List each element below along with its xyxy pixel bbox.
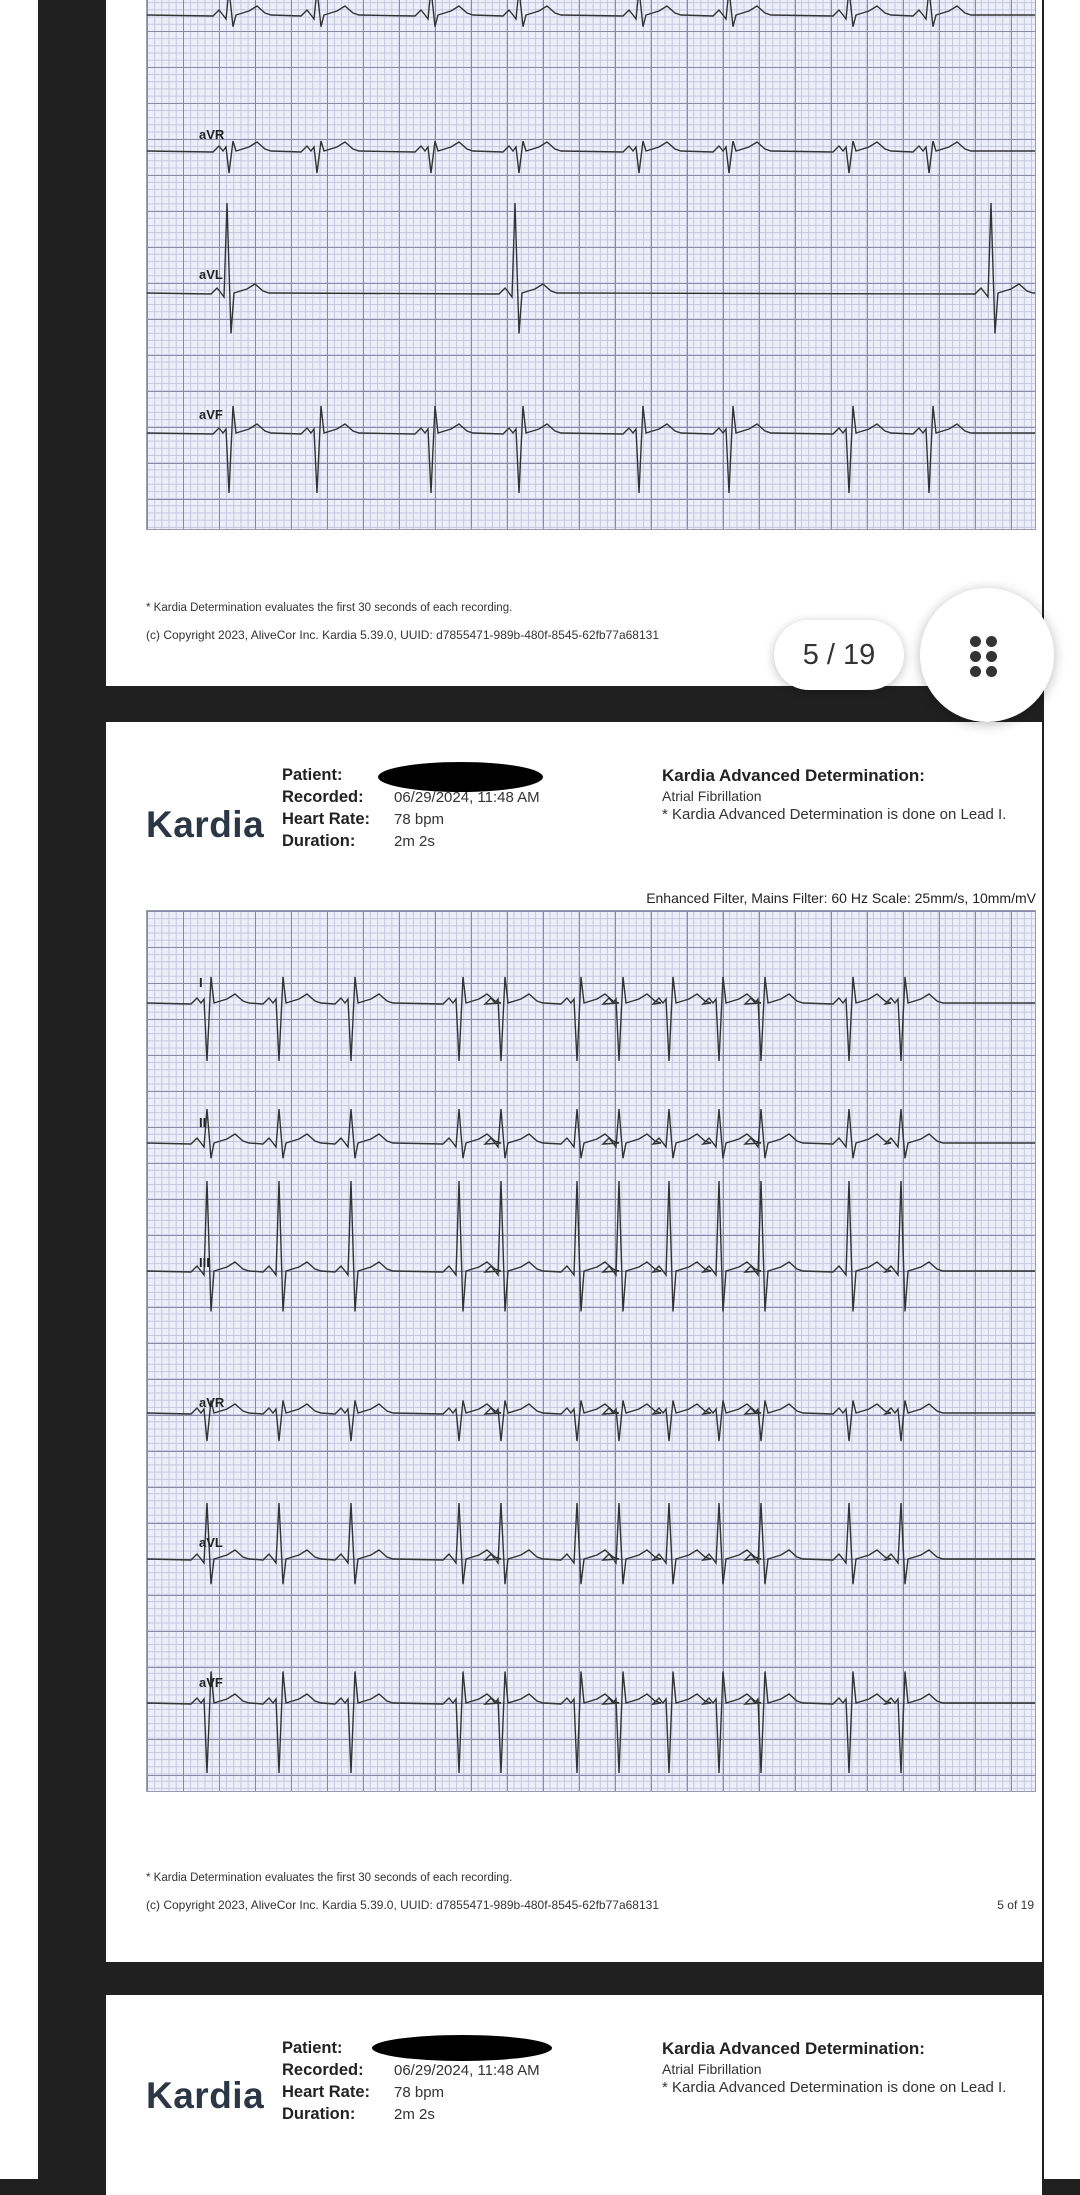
page-number: 5 of 19 [997,1898,1034,1912]
ecg-trace-ii [147,1109,1035,1158]
ecg-grid [146,910,1036,1792]
determination-result: Atrial Fibrillation [662,2061,762,2077]
ecg-trace-iii [147,0,1035,27]
ecg-trace-avf [147,406,1035,493]
lead-label-avr: aVR [199,127,225,142]
kardia-logo: Kardia [146,2075,265,2116]
heart-rate-label: Heart Rate: [282,2083,371,2101]
recorded-label: Recorded: [282,788,364,806]
copyright-text: (c) Copyright 2023, AliveCor Inc. Kardia 5.39.0, UUID: d7855471-989b-480f-8545-62fb77a68131 [146,628,659,642]
duration-value: 2m 2s [394,2106,435,2123]
heart-rate-value: 78 bpm [394,2084,445,2101]
lead-label-i: I [199,975,203,990]
ecg-trace-avl [147,203,1035,334]
report-page-4 [106,0,1042,686]
lead-label-iii: III [199,1255,210,1270]
ecg-grid [146,0,1036,530]
patient-name-redaction [372,2035,552,2061]
kardia-logo: Kardia [146,804,265,845]
determination-title: Kardia Advanced Determination: [662,766,925,785]
viewer-right-margin [1044,0,1080,2179]
determination-footnote: * Kardia Determination evaluates the first 30 seconds of each recording. [146,1872,513,1884]
ecg-trace-avl [147,1503,1035,1584]
lead-label-ii: II [199,1115,207,1130]
lead-label-avl: aVL [199,267,223,282]
ecg-trace-avr [147,1400,1035,1441]
heart-rate-label: Heart Rate: [282,810,371,828]
ecg-trace-iii [147,1181,1035,1312]
patient-name-redaction [378,762,543,792]
lead-label-avf: aVF [199,407,223,422]
heart-rate-value: 78 bpm [394,811,445,828]
report-page-6 [106,1995,1042,2195]
determination-footnote: * Kardia Determination evaluates the first 30 seconds of each recording. [146,602,513,614]
duration-label: Duration: [282,2105,356,2123]
patient-label: Patient: [282,766,343,784]
report-page-5 [106,722,1042,1962]
viewer-left-margin [0,0,38,2179]
recorded-value: 06/29/2024, 11:48 AM [394,789,540,806]
filter-scale-text: Enhanced Filter, Mains Filter: 60 Hz Scale: 25mm/s, 10mm/mV [646,890,1036,906]
determination-result: Atrial Fibrillation [662,788,762,804]
determination-note: * Kardia Advanced Determination is done on Lead I. [662,2079,1007,2096]
lead-label-avl: aVL [199,1535,223,1550]
ecg-traces [147,911,1035,1791]
ecg-traces [147,0,1035,529]
duration-label: Duration: [282,832,356,850]
copyright-text: (c) Copyright 2023, AliveCor Inc. Kardia 5.39.0, UUID: d7855471-989b-480f-8545-62fb77a68131 [146,1898,659,1912]
determination-note: * Kardia Advanced Determination is done on Lead I. [662,806,1007,823]
duration-value: 2m 2s [394,833,435,850]
patient-label: Patient: [282,2039,343,2057]
page-indicator-text: 5 / 19 [802,638,876,671]
lead-label-avr: aVR [199,1395,225,1410]
recorded-label: Recorded: [282,2061,364,2079]
ecg-trace-i [147,977,1035,1061]
ecg-trace-avf [147,1672,1035,1774]
determination-title: Kardia Advanced Determination: [662,2039,925,2058]
grid-menu-button[interactable] [920,588,1054,722]
page-indicator[interactable] [774,620,904,690]
recorded-value: 06/29/2024, 11:48 AM [394,2062,540,2079]
lead-label-avf: aVF [199,1675,223,1690]
ecg-trace-avr [147,141,1035,173]
